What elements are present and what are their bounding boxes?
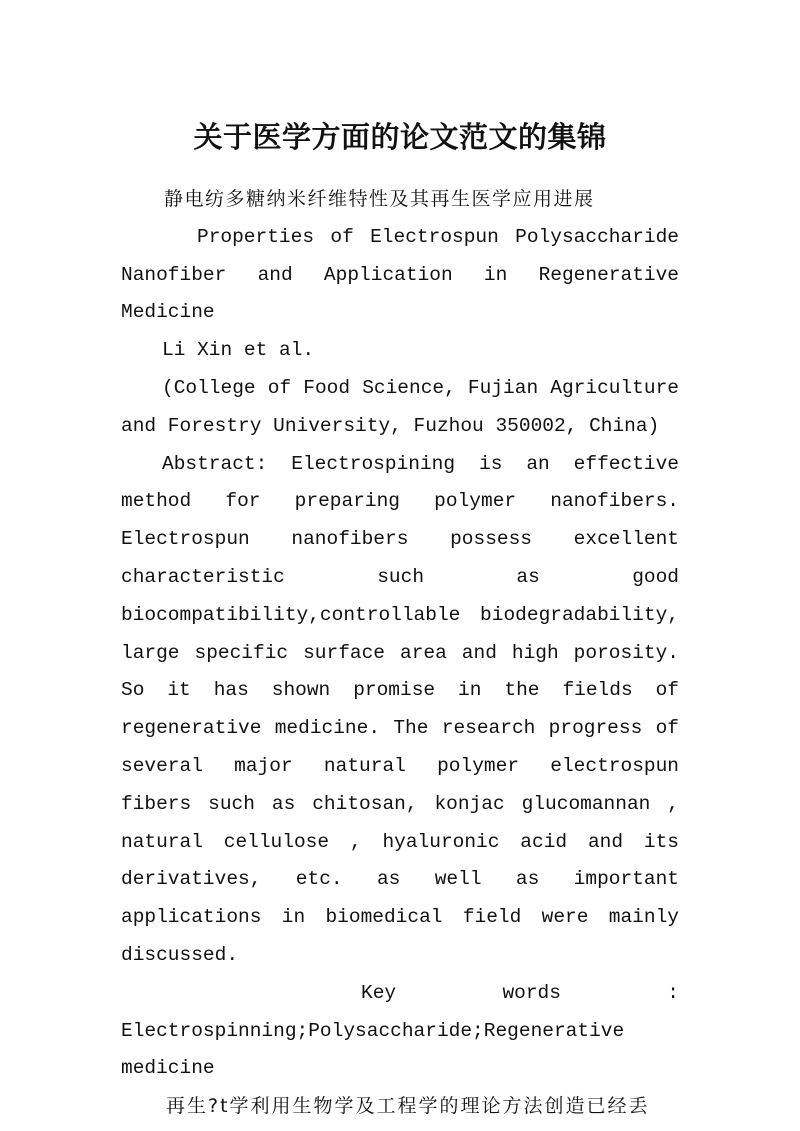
chinese-subtitle: 静电纺多糖纳米纤维特性及其再生医学应用进展	[164, 188, 595, 210]
page-title: 关于医学方面的论文范文的集锦	[193, 120, 607, 155]
keywords-terms: Electrospinning;Polysaccharide;Regenerative medicine	[121, 1019, 625, 1080]
keywords-label-words: words	[502, 981, 561, 1004]
abstract: Abstract: Electrospining is an effective method for preparing polymer nanofibers. Electrospun nanofibers possess excellent characteristic such as good biocompatibility,controllable biodegradability, large specific surface area and high porosity. So it has shown promise in the fields of regenerative medicine. The research progress of several major natural polymer electrospun fibers such as chitosan, konjac glucomannan , natural cellulose , hyaluronic acid and its derivatives, etc. as well as important applications in biomedical field were mainly discussed.	[121, 452, 679, 966]
keywords-label-line	[121, 975, 679, 1013]
article-body	[121, 181, 679, 1126]
authors: Li Xin et al.	[162, 339, 315, 362]
english-title: Properties of Electrospun Polysaccharide Nanofiber and Application in Regenerative Medicine	[121, 225, 679, 324]
keywords-label-key: Key	[361, 981, 397, 1004]
keywords-colon: :	[667, 981, 679, 1004]
affiliation: (College of Food Science, Fujian Agriculture and Forestry University, Fuzhou 350002, China)	[121, 376, 679, 437]
body-paragraph-start: 再生?t学利用生物学及工程学的理论方法创造已经丢	[166, 1095, 650, 1118]
